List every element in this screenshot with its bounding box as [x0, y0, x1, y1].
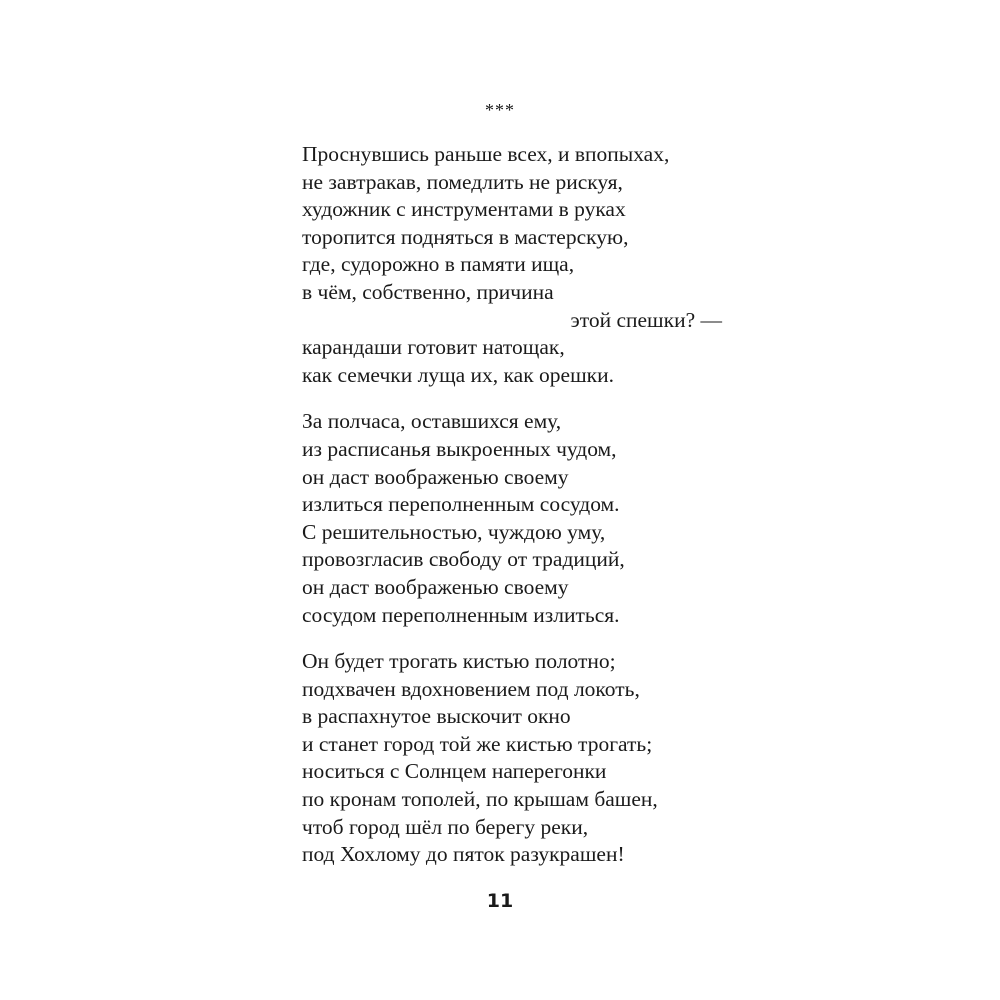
- poem-line: чтоб город шёл по берегу реки,: [302, 814, 589, 839]
- poem-line: художник с инструментами в руках: [302, 197, 626, 222]
- poem-line: из расписанья выкроенных чудом,: [302, 436, 617, 461]
- poem-line: торопится подняться в мастерскую,: [302, 224, 629, 249]
- section-separator: ***: [485, 100, 515, 120]
- poem-line: он даст воображенью своему: [302, 464, 569, 489]
- poem-line: карандаши готовит натощак,: [302, 335, 565, 360]
- stanza-3: [302, 648, 742, 869]
- poem-line: по кронам тополей, по крышам башен,: [302, 787, 658, 812]
- poem-line: и станет город той же кистью трогать;: [302, 731, 653, 756]
- poem-line: провозгласив свободу от традиций,: [302, 547, 625, 572]
- poem-line: носиться с Солнцем наперегонки: [302, 759, 607, 784]
- poem-line: За полчаса, оставшихся ему,: [302, 409, 562, 434]
- poem-line: в распахнутое выскочит окно: [302, 704, 571, 729]
- poem-line-indented: этой спешки? —: [570, 307, 722, 332]
- poem-line: С решительностью, чуждою уму,: [302, 519, 606, 544]
- poem-line: как семечки луща их, как орешки.: [302, 362, 614, 387]
- page-number: 11: [486, 890, 514, 912]
- poem-line: в чём, собственно, причина: [302, 279, 554, 304]
- stanza-2: [302, 408, 742, 629]
- poem-line: Он будет трогать кистью полотно;: [302, 649, 616, 674]
- poem-line: сосудом переполненным излиться.: [302, 602, 620, 627]
- poem-line: Проснувшись раньше всех, и впопыхах,: [302, 142, 670, 166]
- poem-line: он даст воображенью своему: [302, 574, 569, 599]
- poem-line: где, судорожно в памяти ища,: [302, 252, 575, 277]
- poem-line: не завтракав, помедлить не рискуя,: [302, 169, 623, 194]
- poem-line: под Хохлому до пяток разукрашен!: [302, 842, 625, 867]
- poem: [302, 141, 742, 869]
- stanza-1: [302, 141, 742, 389]
- poem-line: излиться переполненным сосудом.: [302, 492, 620, 517]
- poem-line: подхвачен вдохновением под локоть,: [302, 676, 640, 701]
